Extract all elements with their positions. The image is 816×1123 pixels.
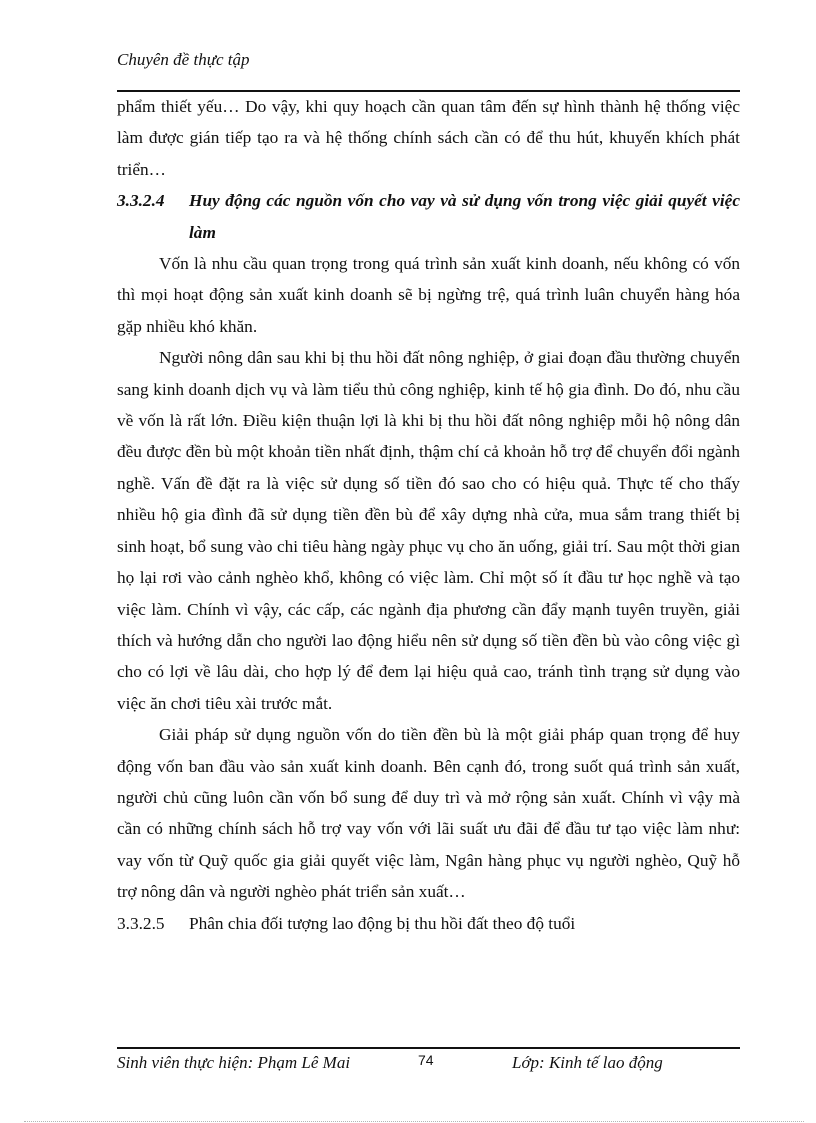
footer-class: Lớp: Kinh tế lao động: [512, 1053, 663, 1072]
subsection-title: Phân chia đối tượng lao động bị thu hồi đất theo độ tuổi: [189, 913, 576, 933]
page-header: Chuyên đề thực tập: [117, 50, 250, 69]
body-paragraph: Người nông dân sau khi bị thu hồi đất nông nghiệp, ở giai đoạn đầu thường chuyển sang kinh doanh dịch vụ và làm tiểu thủ công nghiệp, kinh tế hộ gia đình. Do đó, nhu cầu về vốn là rất lớn. Điều kiện thuận lợi là khi bị thu hồi đất nông nghiệp mỗi hộ nông dân đều được đền bù một khoản tiền nhất định, thậm chí cả khoản hỗ trợ để chuyển đổi ngành nghề. Vấn đề đặt ra là việc sử dụng số tiền đó sao cho có hiệu quả. Thực tế cho thấy nhiều hộ gia đình đã sử dụng tiền đền bù để xây dựng nhà cửa, mua sắm trang thiết bị sinh hoạt, bổ sung vào chi tiêu hàng ngày phục vụ cho ăn uống, giải trí. Sau một thời gian họ lại rơi vào cảnh nghèo khổ, không có việc làm. Chỉ một số ít đầu tư học nghề và tạo việc làm. Chính vì vậy, các cấp, các ngành địa phương cần đẩy mạnh tuyên truyền, giải thích và hướng dẫn cho người lao động hiểu nên sử dụng số tiền đền bù vào công việc gì cho có lợi về lâu dài, cho hợp lý để đem lại hiệu quả cao, tránh tình trạng sử dụng vào việc ăn chơi tiêu xài trước mắt.: [117, 348, 740, 713]
body-paragraph: Giải pháp sử dụng nguồn vốn do tiền đền bù là một giải pháp quan trọng để huy động vốn ban đầu vào sản xuất kinh doanh. Bên cạnh đó, trong suốt quá trình sản xuất, người chủ cũng luôn cần vốn bổ sung để duy trì và mở rộng sản xuất. Chính vì vậy mà cần có những chính sách hỗ trợ vay vốn với lãi suất ưu đãi để đầu tư tạo việc làm như: vay vốn từ Quỹ quốc gia giải quyết việc làm, Ngân hàng phục vụ người nghèo, Quỹ hỗ trợ nông dân và người nghèo phát triển sản xuất…: [117, 725, 740, 902]
subsection-heading: [117, 908, 740, 939]
footer-divider: [117, 1047, 740, 1049]
page-number: 74: [418, 1052, 434, 1068]
document-body: [117, 91, 740, 939]
section-title: Huy động các nguồn vốn cho vay và sử dụng vốn trong việc giải quyết việc làm: [189, 191, 740, 242]
body-paragraph: Vốn là nhu cầu quan trọng trong quá trình sản xuất kinh doanh, nếu không có vốn thì mọi hoạt động sản xuất kinh doanh sẽ bị ngừng trệ, quá trình luân chuyển hàng hóa gặp nhiều khó khăn.: [117, 254, 740, 336]
footer-author: Sinh viên thực hiện: Phạm Lê Mai: [117, 1053, 351, 1072]
subsection-number: 3.3.2.5: [117, 913, 165, 933]
intro-paragraph: phẩm thiết yếu… Do vậy, khi quy hoạch cần quan tâm đến sự hình thành hệ thống việc làm được gián tiếp tạo ra và hệ thống chính sách cần có để thu hút, khuyến khích phát triển…: [117, 97, 740, 179]
page-edge-divider: [24, 1121, 804, 1122]
section-number: 3.3.2.4: [117, 191, 165, 211]
section-heading: [117, 185, 740, 248]
